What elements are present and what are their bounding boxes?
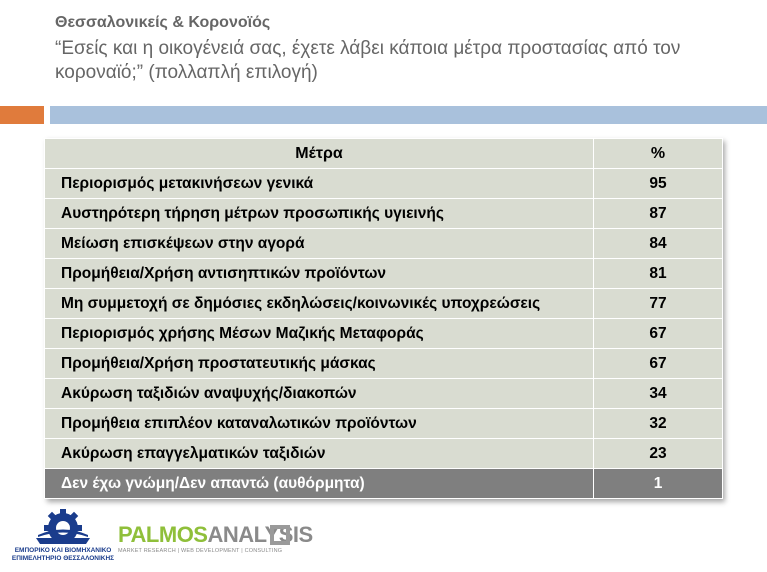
palmos-analysis-logo: [118, 523, 318, 559]
measure-percent: 81: [594, 259, 723, 289]
measure-percent: 95: [594, 169, 723, 199]
chamber-logo: [8, 508, 118, 568]
table-row: [45, 439, 723, 469]
measures-table: [44, 138, 722, 499]
page-subtitle: Θεσσαλονικείς & Κορονοϊός: [55, 14, 271, 31]
logo-square-icon: [270, 525, 290, 545]
table-header-row: [45, 139, 723, 169]
logo-tagline: MARKET RESEARCH | WEB DEVELOPMENT | CONSULTING: [118, 548, 283, 554]
measure-percent: 1: [594, 469, 723, 499]
table-row: [45, 259, 723, 289]
measure-label: Ακύρωση ταξιδιών αναψυχής/διακοπών: [45, 379, 594, 409]
measure-label: Μη συμμετοχή σε δημόσιες εκδηλώσεις/κοινωνικές υποχρεώσεις: [45, 289, 594, 319]
table-row: [45, 349, 723, 379]
chamber-emblem-icon: [36, 508, 90, 546]
measure-percent: 84: [594, 229, 723, 259]
measure-percent: 67: [594, 349, 723, 379]
measure-label: Προμήθεια/Χρήση προστατευτικής μάσκας: [45, 349, 594, 379]
measure-percent: 23: [594, 439, 723, 469]
page-title: “Εσείς και η οικογένειά σας, έχετε λάβει κάποια μέτρα προστασίας από τον κοροναϊό;” (πολλαπλή επιλογή): [55, 38, 681, 83]
measure-label: Προμήθεια επιπλέον καταναλωτικών προϊόντων: [45, 409, 594, 439]
measure-label: Μείωση επισκέψεων στην αγορά: [45, 229, 594, 259]
measure-label: Περιορισμός χρήσης Μέσων Μαζικής Μεταφοράς: [45, 319, 594, 349]
accent-bar-orange: [0, 106, 44, 124]
measure-label: Ακύρωση επαγγελματικών ταξιδιών: [45, 439, 594, 469]
chamber-caption-line2: ΕΠΙΜΕΛΗΤΗΡΙΟ ΘΕΣΣΑΛΟΝΙΚΗΣ: [11, 555, 115, 562]
measure-percent: 34: [594, 379, 723, 409]
table-row: [45, 469, 723, 499]
measure-percent: 32: [594, 409, 723, 439]
table-row: [45, 199, 723, 229]
chamber-caption-line1: ΕΜΠΟΡΙΚΟ ΚΑΙ ΒΙΟΜΗΧΑΝΙΚΟ: [14, 547, 112, 554]
measure-label: Περιορισμός μετακινήσεων γενικά: [45, 169, 594, 199]
accent-bar-blue: [50, 106, 767, 124]
measure-percent: 67: [594, 319, 723, 349]
table-row: [45, 379, 723, 409]
measure-percent: 87: [594, 199, 723, 229]
logo-word-part1: PALMOS: [118, 522, 208, 547]
measure-label: Αυστηρότερη τήρηση μέτρων προσωπικής υγιεινής: [45, 199, 594, 229]
logo-word-part2: ANALYSIS: [207, 522, 313, 547]
table-row: [45, 169, 723, 199]
measure-percent: 77: [594, 289, 723, 319]
table-row: [45, 289, 723, 319]
table-row: [45, 229, 723, 259]
column-header-measures: Μέτρα: [45, 139, 594, 169]
measure-label: Δεν έχω γνώμη/Δεν απαντώ (αυθόρμητα): [45, 469, 594, 499]
column-header-percent: %: [594, 139, 723, 169]
measure-label: Προμήθεια/Χρήση αντισηπτικών προϊόντων: [45, 259, 594, 289]
table-row: [45, 319, 723, 349]
table-row: [45, 409, 723, 439]
